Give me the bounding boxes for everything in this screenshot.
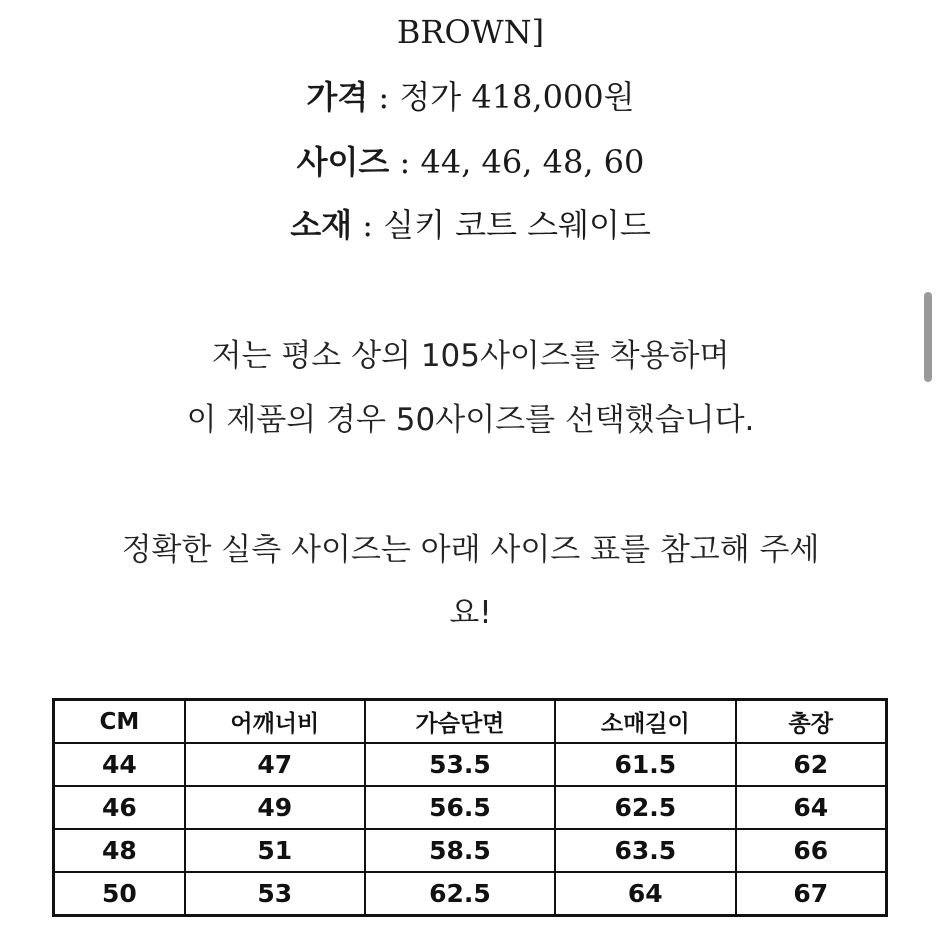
table-cell: 51 xyxy=(185,829,365,872)
table-cell: 62.5 xyxy=(555,786,735,829)
table-cell: 58.5 xyxy=(365,829,555,872)
table-header-cell: 가슴단면 xyxy=(365,700,555,744)
table-row xyxy=(54,743,887,786)
table-cell: 53.5 xyxy=(365,743,555,786)
table-cell: 48 xyxy=(54,829,185,872)
notice-line-1: 정확한 실측 사이즈는 아래 사이즈 표를 참고해 주세 xyxy=(121,532,820,568)
material-line xyxy=(0,205,941,245)
table-cell: 56.5 xyxy=(365,786,555,829)
price-value: : 정가 418,000원 xyxy=(368,78,635,116)
review-line-1: 저는 평소 상의 105사이즈를 착용하며 xyxy=(211,338,730,374)
price-line xyxy=(0,77,941,117)
review-line-2: 이 제품의 경우 50사이즈를 선택했습니다. xyxy=(186,402,755,438)
notice-line-2: 요! xyxy=(449,595,492,631)
table-cell: 44 xyxy=(54,743,185,786)
table-header-cell: CM xyxy=(54,700,185,744)
table-cell: 49 xyxy=(185,786,365,829)
table-cell: 61.5 xyxy=(555,743,735,786)
table-cell: 62 xyxy=(736,743,887,786)
table-row xyxy=(54,786,887,829)
price-label: 가격 xyxy=(306,78,369,116)
table-cell: 53 xyxy=(185,872,365,916)
table-cell: 66 xyxy=(736,829,887,872)
table-cell: 50 xyxy=(54,872,185,916)
size-label: 사이즈 xyxy=(296,143,390,181)
table-cell: 63.5 xyxy=(555,829,735,872)
table-header-row xyxy=(54,700,887,744)
table-row xyxy=(54,872,887,916)
table-header-cell: 어깨너비 xyxy=(185,700,365,744)
table-cell: 64 xyxy=(555,872,735,916)
material-label: 소재 xyxy=(290,206,353,244)
size-chart-table xyxy=(52,698,888,917)
table-row xyxy=(54,829,887,872)
table-cell: 46 xyxy=(54,786,185,829)
table-cell: 64 xyxy=(736,786,887,829)
size-value: : 44, 46, 48, 60 xyxy=(389,143,645,181)
table-header-cell: 소매길이 xyxy=(555,700,735,744)
color-value: BROWN] xyxy=(396,13,545,51)
color-text xyxy=(0,12,941,52)
table-cell: 62.5 xyxy=(365,872,555,916)
table-header-cell: 총장 xyxy=(736,700,887,744)
material-value: : 실키 코트 스웨이드 xyxy=(352,206,651,244)
table-cell: 67 xyxy=(736,872,887,916)
table-cell: 47 xyxy=(185,743,365,786)
scrollbar-thumb[interactable] xyxy=(924,292,932,382)
size-line xyxy=(0,142,941,182)
